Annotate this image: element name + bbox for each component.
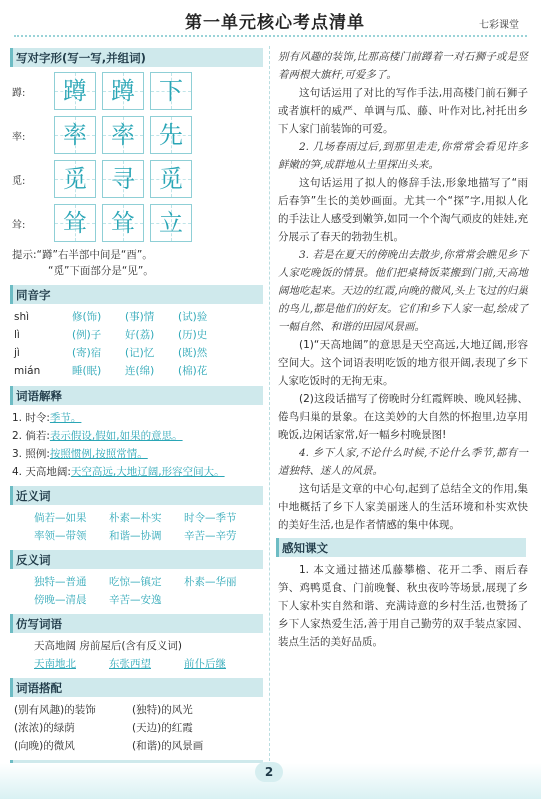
homophone-row [12,308,265,326]
vocab-item: 3. 照例:按照惯例,按照常情。 [12,448,148,460]
vocab-item: 4. 天高地阔:天空高远,大地辽阔,形容空间大。 [12,466,225,478]
write-label: 耸: [12,219,26,231]
analysis-paragraph: 这句话运用了对比的写作手法,用高楼门前石狮子或者旗杆的威严、单调与瓜、藤、叶作对比,衬托出乡下人家门前装饰的可爱。 [278,87,528,135]
section-collocations: 词语搭配 [10,678,263,697]
section-write: 写对字形(写一写,并组词) [10,48,263,67]
collocation: (向晚)的微风 [14,740,75,752]
homophone-word: (历)史 [178,329,208,341]
section-perceive-text: 感知课文 [276,538,526,557]
antonym-row [12,591,265,609]
header [0,0,541,34]
pinyin: mián [14,365,41,377]
imitate-answer: 东张西望 [109,658,151,670]
synonym-row [12,509,265,527]
analysis-paragraph: 这句话是文章的中心句,起到了总结全文的作用,集中地概括了乡下人家美丽迷人的生活环境和朴实欢快的美好生活,也是作者情感的集中体现。 [278,483,528,531]
write-label: 蹲: [12,87,26,99]
word-pair: 率领—带领 [34,530,87,542]
analysis-paragraph: (2)这段话描写了傍晚时分红霞辉映、晚风轻拂、倦鸟归巢的景象。在这美妙的大自然的怀抱里,边享用晚饭,边闲话家常,好一幅乡村晚景图! [278,393,528,441]
brand-label: 七彩课堂 [479,20,519,31]
homophone-word: 修(饰) [72,311,102,323]
homophone-word: (寄)宿 [72,347,102,359]
char-box: 觅 [54,160,96,198]
collocation: (浓浓)的绿荫 [14,722,75,734]
collocation-row [12,719,265,737]
homophone-row [12,362,265,380]
char-box: 觅 [150,160,192,198]
imitate-answer: 天南地北 [34,658,76,670]
word-pair: 时令—季节 [184,512,237,524]
homophone-word: 连(绵) [125,365,155,377]
char-box: 率 [54,116,96,154]
key-sentence: 别有风趣的装饰,比那高楼门前蹲着一对石狮子或是竖着两根大旗杆,可爱多了。 [278,51,528,81]
section-homophones: 同音字 [10,285,263,304]
char-box: 耸 [54,204,96,242]
word-pair: 独特—普通 [34,576,87,588]
homophone-row [12,326,265,344]
homophone-word: (例)子 [72,329,102,341]
word-pair: 朴素—华丽 [184,576,237,588]
imitate-answer: 前仆后继 [184,658,226,670]
word-pair: 倘若—如果 [34,512,87,524]
write-tip [12,247,265,279]
collocation: (天边)的红霞 [132,722,193,734]
header-divider [14,35,527,37]
antonym-row [12,573,265,591]
write-label: 觅: [12,175,26,187]
word-pair: 朴素—朴实 [109,512,162,524]
vocab-item: 1. 时令:季节。 [12,412,82,424]
char-box: 先 [150,116,192,154]
char-box: 率 [102,116,144,154]
homophone-word: 好(荔) [125,329,155,341]
homophone-word: (记)忆 [125,347,155,359]
key-sentence: 4. 乡下人家,不论什么时候,不论什么季节,都有一道独特、迷人的风景。 [278,447,528,477]
collocation: (别有风趣)的装饰 [14,704,96,716]
homophone-word: (既)然 [178,347,208,359]
collocation: (和谐)的风景画 [132,740,204,752]
word-pair: 辛苦—辛劳 [184,530,237,542]
right-column [278,48,528,651]
pinyin: jì [14,347,20,359]
key-sentence: 2. 几场春雨过后,到那里走走,你常常会看见许多鲜嫩的笋,成群地从土里探出头来。 [278,141,528,171]
homophone-word: (试)验 [178,311,208,323]
char-box: 下 [150,72,192,110]
collocation-row [12,701,265,719]
section-synonyms: 近义词 [10,486,263,505]
char-box: 立 [150,204,192,242]
column-divider [269,46,270,766]
char-box: 耸 [102,204,144,242]
pinyin: lì [14,329,20,341]
homophone-row [12,344,265,362]
key-sentence: 3. 若是在夏天的傍晚出去散步,你常常会瞧见乡下人家吃晚饭的情景。他们把桌椅饭菜搬到门前,天高地阔地吃起来。天边的红霞,向晚的微风,头上飞过的归巢的鸟儿,都是他们的好友。它们和乡下人家一起,绘成了一幅自然、和谐的田园风景画。 [278,249,528,333]
word-pair: 傍晚—清晨 [34,594,87,606]
section-imitate: 仿写词语 [10,614,263,633]
word-pair: 吃惊—镇定 [109,576,162,588]
synonym-row [12,527,265,545]
vocab-item: 2. 倘若:表示假设,假如,如果的意思。 [12,430,183,442]
char-box: 蹲 [102,72,144,110]
homophone-word: (棉)花 [178,365,208,377]
word-pair: 辛苦—安逸 [109,594,162,606]
section-antonyms: 反义词 [10,550,263,569]
char-box: 蹲 [54,72,96,110]
imitate-example: 天高地阔 房前屋后(含有反义词) [34,640,183,652]
write-label: 率: [12,131,26,143]
write-row [12,115,265,155]
homophone-word: 睡(眠) [72,365,102,377]
tip-line: 提示:“蹲”右半部中间是“酉”。 [12,249,153,261]
tip-line: “觅”下面部分是“见”。 [48,265,154,277]
imitate-answers [12,655,265,673]
collocation-row [12,737,265,755]
write-row [12,159,265,199]
write-row [12,203,265,243]
section-vocab: 词语解释 [10,386,263,405]
collocation: (独特)的风光 [132,704,193,716]
analysis-paragraph: (1)“天高地阔”的意思是天空高远,大地辽阔,形容空间大。这个词语表明吃饭的地方很开阔,表现了乡下人家吃饭时的无拘无束。 [278,339,528,387]
homophone-word: (事)情 [125,311,155,323]
page-title: 第一单元核心考点清单 [185,13,365,33]
left-column [12,48,265,799]
write-row [12,71,265,111]
char-box: 寻 [102,160,144,198]
word-pair: 和谐—协调 [109,530,162,542]
pinyin: shì [14,311,30,323]
analysis-paragraph: 这句话运用了拟人的修辞手法,形象地描写了“雨后春笋”生长的美妙画面。尤其一个“探”字,用拟人化的手法让人感受到嫩笋,如同一个个淘气顽皮的娃娃,充分展示了春天的勃勃生机。 [278,177,528,243]
analysis-paragraph: 1. 本文通过描述瓜藤攀檐、花开二季、雨后春笋、鸡鸭觅食、门前晚餐、秋虫夜吟等场景,展现了乡下人家朴实自然和谐、充满诗意的乡村生活,也赞扬了乡下人家热爱生活,善于用自己勤劳的双手装点家园、装点生活的美好品质。 [278,564,528,648]
page-number: 2 [255,762,283,782]
